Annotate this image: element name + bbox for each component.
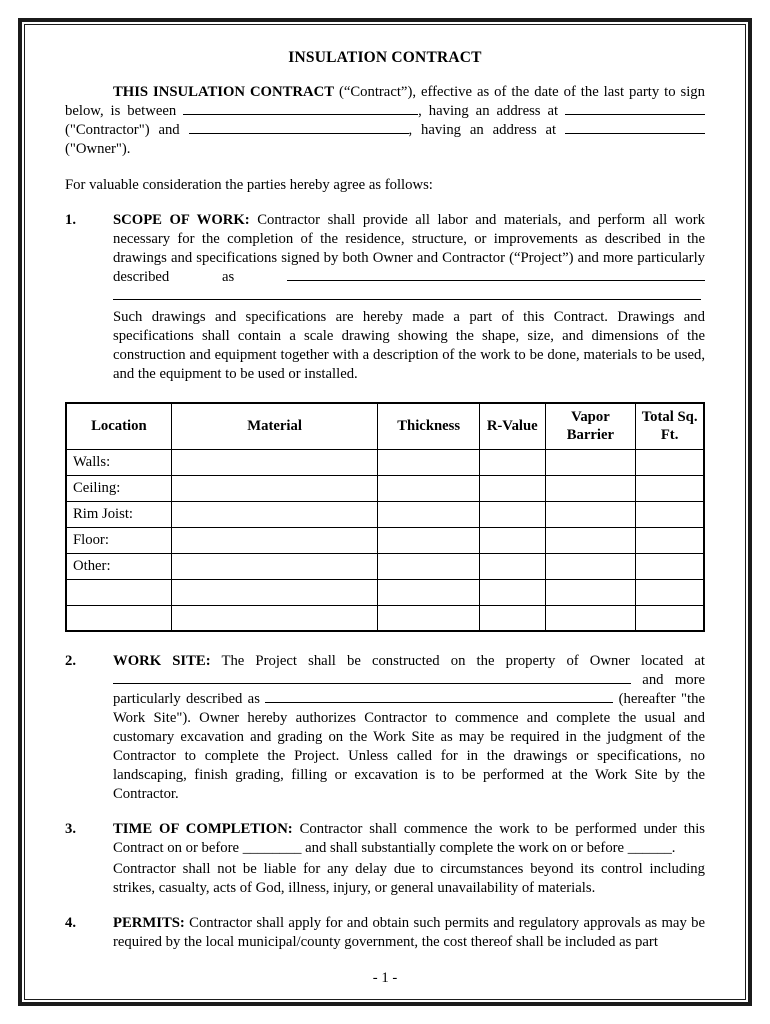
table-cell[interactable] <box>171 605 378 631</box>
table-cell[interactable] <box>378 475 479 501</box>
column-header-vapor-barrier: Vapor Barrier <box>545 403 636 449</box>
intro-paragraph <box>65 83 705 159</box>
table-row-ceiling <box>66 475 704 501</box>
table-cell[interactable] <box>479 553 545 579</box>
table-cell[interactable] <box>545 579 636 605</box>
table-cell[interactable] <box>171 501 378 527</box>
page-border-inner <box>24 24 746 1000</box>
table-cell[interactable] <box>378 527 479 553</box>
section-4-heading: PERMITS: <box>113 915 185 931</box>
section-4-body <box>113 914 705 952</box>
section-3-body <box>113 820 705 898</box>
intro-text-3: ("Contractor") and <box>65 122 189 138</box>
table-cell[interactable] <box>545 527 636 553</box>
table-cell[interactable] <box>378 579 479 605</box>
section-1-number: 1. <box>65 212 77 228</box>
table-cell[interactable] <box>479 579 545 605</box>
intro-text-2: , having an address at <box>418 103 565 119</box>
table-cell[interactable] <box>171 553 378 579</box>
section-2-heading: WORK SITE: <box>113 653 211 669</box>
blank-project-description-field-1[interactable] <box>287 268 705 281</box>
section-work-site <box>65 652 705 804</box>
blank-work-site-location-field[interactable] <box>113 671 631 684</box>
table-cell[interactable] <box>171 475 378 501</box>
column-header-r-value: R-Value <box>479 403 545 449</box>
table-row-empty-1 <box>66 579 704 605</box>
table-cell[interactable] <box>636 605 704 631</box>
section-permits <box>65 914 705 952</box>
section-1-text: Contractor shall provide all labor and materials, and perform all work necessary for the completion of the residence, structure, or improvements as described in the drawings and specifications signed by both Owner and Contractor (“Project”) and more particularly described as <box>113 212 705 285</box>
row-label-rim-joist: Rim Joist: <box>66 501 171 527</box>
table-cell[interactable] <box>378 449 479 475</box>
table-cell[interactable] <box>378 553 479 579</box>
table-row-floor <box>66 527 704 553</box>
row-label-floor: Floor: <box>66 527 171 553</box>
table-cell[interactable] <box>636 449 704 475</box>
table-cell[interactable] <box>636 527 704 553</box>
table-cell[interactable] <box>479 527 545 553</box>
table-cell[interactable] <box>636 475 704 501</box>
section-4-number: 4. <box>65 915 77 931</box>
table-cell[interactable] <box>545 501 636 527</box>
table-cell[interactable] <box>171 449 378 475</box>
table-cell[interactable] <box>479 475 545 501</box>
table-row-other <box>66 553 704 579</box>
table-cell[interactable] <box>171 579 378 605</box>
table-cell[interactable] <box>636 501 704 527</box>
table-cell[interactable] <box>545 605 636 631</box>
table-row-walls <box>66 449 704 475</box>
section-3-text-1: Contractor shall commence the work to be performed under this Contract on or before ________ and shall substantially complete the work on or before ______. <box>113 821 705 856</box>
row-label-empty[interactable] <box>66 605 171 631</box>
table-cell[interactable] <box>479 605 545 631</box>
section-3-heading: TIME OF COMPLETION: <box>113 821 293 837</box>
section-2-number: 2. <box>65 653 77 669</box>
table-cell[interactable] <box>378 605 479 631</box>
section-3-paragraph <box>113 820 705 858</box>
table-cell[interactable] <box>479 501 545 527</box>
intro-lead: THIS INSULATION CONTRACT <box>113 84 334 100</box>
column-header-total-sq-ft: Total Sq. Ft. <box>636 403 704 449</box>
section-1-paragraph <box>113 211 705 306</box>
row-label-ceiling: Ceiling: <box>66 475 171 501</box>
blank-contractor-address-field[interactable] <box>565 102 705 115</box>
section-2-text-2: and more <box>631 672 705 688</box>
section-2-text-4: (hereafter "the Work Site"). Owner hereby authorizes Contractor to commence and complete the usual and customary excavation and grading on the Work Site as may be required in the judgment of the Contractor to complete the Project. Unless called for in the drawings or specifications, no landscaping, finish grading, filling or excavation is to be performed at the Work Site by the Contractor. <box>113 691 705 802</box>
table-cell[interactable] <box>545 449 636 475</box>
table-cell[interactable] <box>545 475 636 501</box>
row-label-walls: Walls: <box>66 449 171 475</box>
row-label-empty[interactable] <box>66 579 171 605</box>
section-4-text-1: Contractor shall apply for and obtain such permits and regulatory approvals as may be required by the local municipal/county government, the cost thereof shall be included as part <box>113 915 705 950</box>
section-4-paragraph <box>113 914 705 952</box>
section-3-number: 3. <box>65 821 77 837</box>
section-scope-of-work <box>65 211 705 384</box>
intro-text-4: , having an address at <box>408 122 565 138</box>
table-cell[interactable] <box>171 527 378 553</box>
column-header-thickness: Thickness <box>378 403 479 449</box>
table-header-row <box>66 403 704 449</box>
blank-contractor-name-field[interactable] <box>183 102 418 115</box>
table-row-rim-joist <box>66 501 704 527</box>
table-cell[interactable] <box>636 579 704 605</box>
blank-owner-address-field[interactable] <box>565 121 705 134</box>
section-2-body <box>113 652 705 804</box>
section-1-subparagraph: Such drawings and specifications are hereby made a part of this Contract. Drawings and specifications shall contain a scale drawing showing the shape, size, and dimensions of the construction and equipment together with a description of the work to be done, materials to be used, and the equipment to be used or installed. <box>113 309 705 382</box>
page-number: - 1 - <box>372 970 398 986</box>
table-cell[interactable] <box>479 449 545 475</box>
blank-work-site-description-field[interactable] <box>265 690 613 703</box>
blank-project-description-field-2[interactable] <box>113 287 701 300</box>
section-1-heading: SCOPE OF WORK: <box>113 212 250 228</box>
column-header-material: Material <box>171 403 378 449</box>
intro-text-1: (“Contract”), effective as of the date of the last party to sign below, is between <box>65 84 705 119</box>
table-row-empty-2 <box>66 605 704 631</box>
consideration-paragraph: For valuable consideration the parties hereby agree as follows: <box>65 177 433 193</box>
section-2-text-1: The Project shall be constructed on the property of Owner located at <box>210 653 705 669</box>
table-cell[interactable] <box>545 553 636 579</box>
section-time-of-completion <box>65 820 705 898</box>
table-cell[interactable] <box>636 553 704 579</box>
column-header-location: Location <box>66 403 171 449</box>
intro-text-5: ("Owner"). <box>65 141 131 157</box>
row-label-other: Other: <box>66 553 171 579</box>
section-2-paragraph <box>113 652 705 804</box>
table-cell[interactable] <box>378 501 479 527</box>
section-1-body <box>113 211 705 384</box>
insulation-spec-table <box>65 402 705 632</box>
document-title: INSULATION CONTRACT <box>288 49 482 66</box>
section-3-subparagraph: Contractor shall not be liable for any delay due to circumstances beyond its control including strikes, casualty, acts of God, illness, injury, or general unavailability of materials. <box>113 861 705 896</box>
blank-owner-name-field[interactable] <box>189 121 409 134</box>
page-border-outer <box>18 18 752 1006</box>
section-2-text-3: particularly described as <box>113 691 266 707</box>
